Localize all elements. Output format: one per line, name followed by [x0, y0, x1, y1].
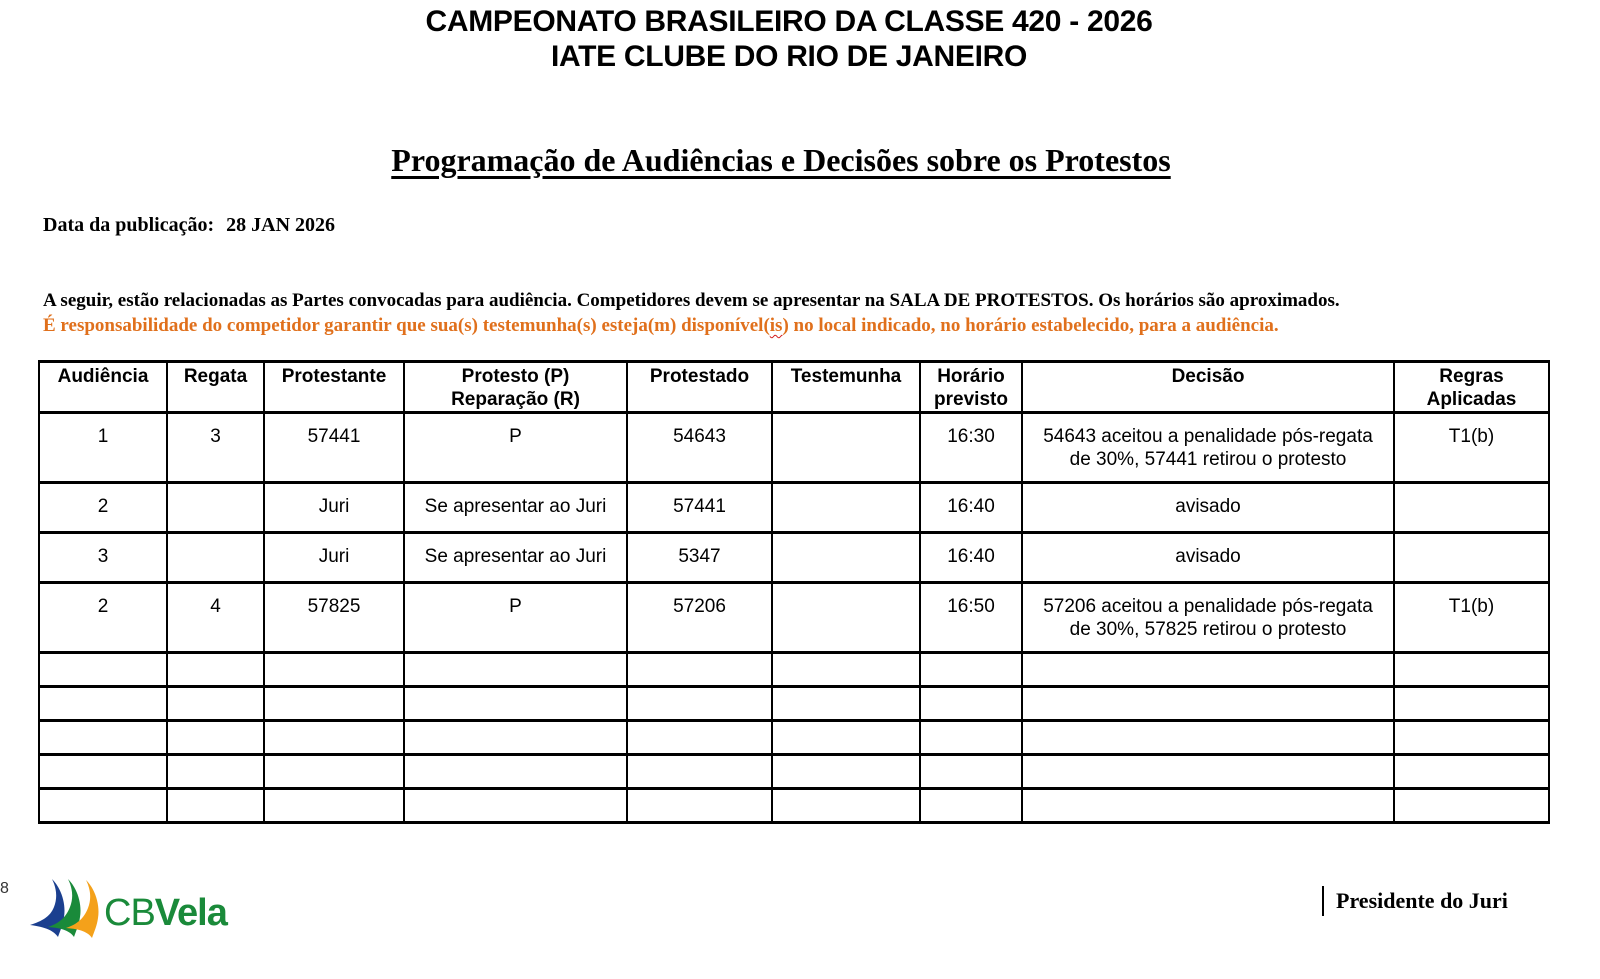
- empty-cell: [167, 755, 264, 789]
- empty-cell: [920, 687, 1022, 721]
- empty-cell: [627, 721, 772, 755]
- empty-table-row: [39, 721, 1549, 755]
- table-row: [39, 483, 1549, 533]
- cell-testemunha: [772, 583, 920, 653]
- spellcheck-flagged-text: is: [769, 315, 783, 336]
- sails-icon: [28, 877, 108, 939]
- empty-cell: [1394, 721, 1549, 755]
- empty-cell: [772, 789, 920, 823]
- empty-cell: [772, 653, 920, 687]
- cell-testemunha: [772, 533, 920, 583]
- empty-cell: [167, 653, 264, 687]
- cell-decisao-line2: de 30%, 57441 retirou o protesto: [1069, 449, 1347, 470]
- empty-cell: [404, 653, 627, 687]
- cell-protestante: 57441: [264, 413, 404, 483]
- cell-protestante: 57825: [264, 583, 404, 653]
- empty-cell: [772, 755, 920, 789]
- cell-audiencia: 3: [39, 533, 167, 583]
- column-header-protesto-line2: Reparação (R): [451, 389, 580, 410]
- empty-cell: [920, 789, 1022, 823]
- cell-protesto: Se apresentar ao Juri: [404, 533, 627, 583]
- hearings-table: [38, 360, 1550, 824]
- empty-table-row: [39, 687, 1549, 721]
- empty-cell: [264, 789, 404, 823]
- cell-regata: 4: [167, 583, 264, 653]
- column-header-horario-line1: Horário: [937, 366, 1005, 387]
- notice-instructions: A seguir, estão relacionadas as Partes convocadas para audiência. Competidores devem se apresentar na SALA DE PROTESTOS. Os horários são aproximados.: [43, 290, 1340, 311]
- cell-regras: [1394, 483, 1549, 533]
- column-header-testemunha: Testemunha: [772, 362, 920, 413]
- cell-testemunha: [772, 413, 920, 483]
- cell-decisao-line1: avisado: [1175, 546, 1241, 567]
- championship-title: CAMPEONATO BRASILEIRO DA CLASSE 420 - 2026: [425, 5, 1153, 38]
- notice-block: [43, 288, 1583, 338]
- cell-regata: [167, 533, 264, 583]
- empty-cell: [404, 755, 627, 789]
- empty-cell: [404, 789, 627, 823]
- cell-decisao-line1: 57206 aceitou a penalidade pós-regata: [1043, 596, 1373, 617]
- publication-date-line: [43, 212, 335, 238]
- jury-president-signature: Presidente do Juri: [1322, 886, 1508, 916]
- empty-cell: [264, 755, 404, 789]
- column-header-protesto-line1: Protesto (P): [461, 366, 570, 387]
- cell-protestante: Juri: [264, 483, 404, 533]
- cell-protestante: Juri: [264, 533, 404, 583]
- column-header-regras-line2: Aplicadas: [1426, 389, 1517, 410]
- column-header-regras: [1394, 362, 1549, 413]
- empty-cell: [1022, 721, 1394, 755]
- empty-table-row: [39, 789, 1549, 823]
- empty-cell: [627, 755, 772, 789]
- logo-wordmark: [104, 891, 227, 935]
- empty-cell: [264, 653, 404, 687]
- publication-date-value: 28 JAN 2026: [226, 214, 336, 236]
- table-row: [39, 583, 1549, 653]
- empty-cell: [264, 687, 404, 721]
- column-header-audiencia: Audiência: [39, 362, 167, 413]
- empty-cell: [264, 721, 404, 755]
- column-header-horario-line2: previsto: [934, 389, 1008, 410]
- document-title: [0, 4, 1578, 74]
- empty-cell: [1394, 687, 1549, 721]
- cell-protestado: 57206: [627, 583, 772, 653]
- cell-horario: 16:50: [920, 583, 1022, 653]
- empty-cell: [772, 721, 920, 755]
- cell-protestado: 57441: [627, 483, 772, 533]
- column-header-protestante: Protestante: [264, 362, 404, 413]
- empty-cell: [772, 687, 920, 721]
- cell-decisao: [1022, 483, 1394, 533]
- logo-text-cb: CB: [104, 892, 155, 934]
- empty-table-row: [39, 755, 1549, 789]
- empty-cell: [920, 653, 1022, 687]
- cell-audiencia: 1: [39, 413, 167, 483]
- column-header-decisao: Decisão: [1022, 362, 1394, 413]
- cell-horario: 16:40: [920, 533, 1022, 583]
- column-header-regata: Regata: [167, 362, 264, 413]
- empty-cell: [1022, 789, 1394, 823]
- column-header-protesto: [404, 362, 627, 413]
- empty-cell: [404, 687, 627, 721]
- cell-decisao: [1022, 533, 1394, 583]
- cell-decisao-line1: 54643 aceitou a penalidade pós-regata: [1043, 426, 1373, 447]
- empty-cell: [1022, 687, 1394, 721]
- cell-regras: [1394, 533, 1549, 583]
- cell-protestado: 5347: [627, 533, 772, 583]
- empty-cell: [920, 721, 1022, 755]
- cell-decisao-line1: avisado: [1175, 496, 1241, 517]
- cell-regras: T1(b): [1394, 583, 1549, 653]
- table-row: [39, 533, 1549, 583]
- cell-horario: 16:40: [920, 483, 1022, 533]
- column-header-regras-line1: Regras: [1439, 366, 1504, 387]
- cell-regras: T1(b): [1394, 413, 1549, 483]
- empty-cell: [920, 755, 1022, 789]
- notice-warning-part1: É responsabilidade do competidor garantir que sua(s) testemunha(s) esteja(m) disponível(: [43, 315, 770, 336]
- empty-cell: [1394, 653, 1549, 687]
- logo-text-vela: Vela: [154, 892, 227, 934]
- cell-decisao: [1022, 583, 1394, 653]
- empty-cell: [1394, 789, 1549, 823]
- cell-protesto: P: [404, 583, 627, 653]
- notice-warning-part2: ) no local indicado, no horário estabelecido, para a audiência.: [782, 315, 1279, 336]
- empty-cell: [167, 721, 264, 755]
- empty-cell: [167, 687, 264, 721]
- empty-cell: [627, 789, 772, 823]
- page-edge-mark: 8: [0, 880, 9, 897]
- cell-testemunha: [772, 483, 920, 533]
- table-header-row: [39, 362, 1549, 413]
- empty-cell: [167, 789, 264, 823]
- empty-cell: [39, 653, 167, 687]
- cell-protesto: P: [404, 413, 627, 483]
- publication-date-label: Data da publicação:: [43, 214, 215, 236]
- club-name: IATE CLUBE DO RIO DE JANEIRO: [550, 40, 1028, 73]
- empty-cell: [627, 653, 772, 687]
- column-header-protestado: Protestado: [627, 362, 772, 413]
- cell-regata: 3: [167, 413, 264, 483]
- notice-warning: [43, 313, 1583, 338]
- cell-regata: [167, 483, 264, 533]
- cell-decisao: [1022, 413, 1394, 483]
- empty-cell: [1022, 653, 1394, 687]
- empty-cell: [1022, 755, 1394, 789]
- cell-decisao-line2: de 30%, 57825 retirou o protesto: [1069, 619, 1347, 640]
- cell-horario: 16:30: [920, 413, 1022, 483]
- empty-table-row: [39, 653, 1549, 687]
- empty-cell: [39, 789, 167, 823]
- empty-cell: [404, 721, 627, 755]
- table-row: [39, 413, 1549, 483]
- cell-audiencia: 2: [39, 583, 167, 653]
- page-subtitle: Programação de Audiências e Decisões sobre os Protestos: [391, 142, 1171, 178]
- cell-protestado: 54643: [627, 413, 772, 483]
- empty-cell: [1394, 755, 1549, 789]
- empty-cell: [39, 721, 167, 755]
- cell-protesto: Se apresentar ao Juri: [404, 483, 627, 533]
- column-header-horario: [920, 362, 1022, 413]
- empty-cell: [39, 755, 167, 789]
- cbvela-logo: [28, 877, 228, 942]
- empty-cell: [39, 687, 167, 721]
- cell-audiencia: 2: [39, 483, 167, 533]
- empty-cell: [627, 687, 772, 721]
